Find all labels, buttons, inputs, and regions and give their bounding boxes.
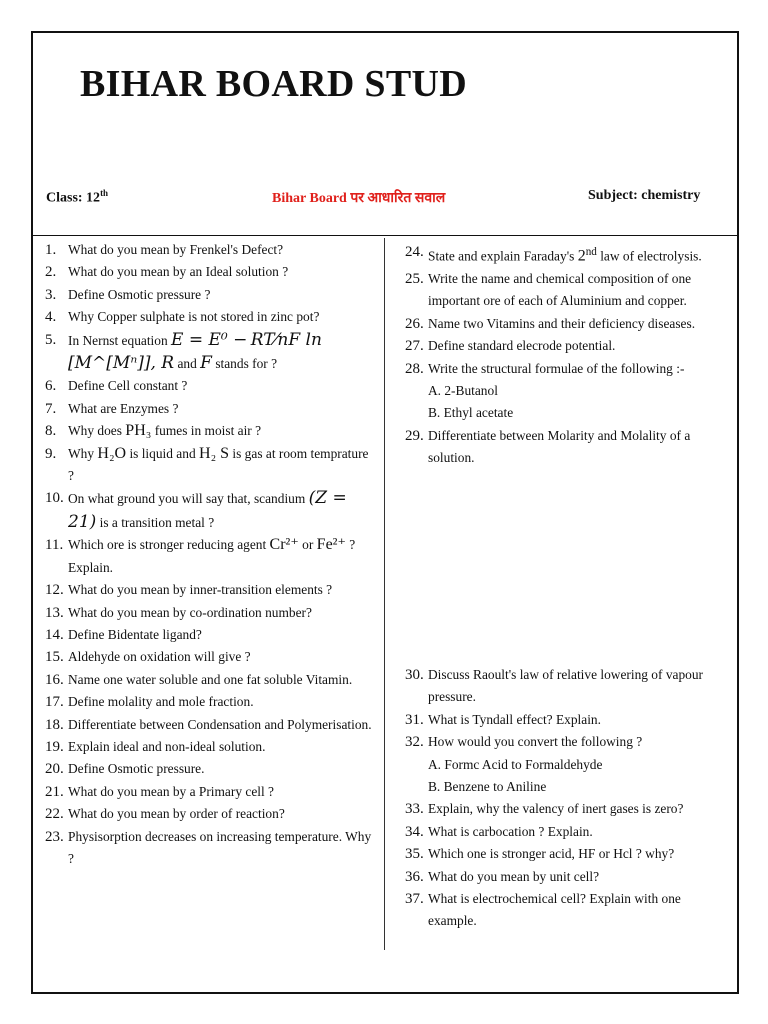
chemical-formula: H₂O	[97, 444, 127, 462]
page-title: BIHAR BOARD STUD	[80, 63, 467, 105]
question-item: 22. What do you mean by order of reaction?	[45, 806, 285, 823]
question-item: 9. Why H₂O is liquid and H₂ S is gas at room temprature ?	[45, 444, 369, 484]
nernst-equation-term: RT⁄nF ln [M^[Mⁿ]], R	[68, 329, 322, 374]
math-expression: (Z = 21)	[68, 488, 347, 532]
question-item: 19. Explain ideal and non-ideal solution.	[45, 738, 266, 755]
question-item: 15. Aldehyde on oxidation will give ?	[45, 649, 251, 666]
nernst-equation: E = E⁰ −	[171, 329, 248, 350]
question-item: 8. Why does PH₃ fumes in moist air ?	[45, 422, 262, 440]
question-item: 5. In Nernst equation E = E⁰ − RT⁄nF ln [M^[Mⁿ]], R and F stands for ?	[45, 329, 322, 374]
question-list-right-top	[405, 241, 725, 470]
question-item: 36. What do you mean by unit cell?	[405, 868, 600, 885]
question-item: 7. What are Enzymes ?	[45, 400, 179, 417]
question-item: 26. Name two Vitamins and their deficiency diseases.	[405, 315, 696, 332]
question-item: 10. On what ground you will say that, scandium (Z = 21) is a transition metal ?	[45, 488, 347, 532]
question-item: 20. Define Osmotic pressure.	[45, 761, 205, 778]
question-item: 11. Which ore is stronger reducing agent Cr²⁺ or Fe²⁺ ? Explain.	[45, 536, 356, 575]
question-item: 18. Differentiate between Condensation and Polymerisation.	[45, 716, 372, 733]
column-divider	[384, 238, 385, 950]
question-list-left	[45, 239, 375, 870]
question-item: 23. Physisorption decreases on increasing temperature. Why ?	[45, 828, 372, 866]
chemical-formula: H₂ S	[199, 444, 230, 462]
question-item: 21. What do you mean by a Primary cell ?	[45, 783, 274, 800]
question-item: 3. Define Osmotic pressure ?	[45, 286, 211, 303]
question-item: 30. Discuss Raoult's law of relative lowering of vapour pressure.	[405, 667, 703, 705]
question-item: 27. Define standard elecrode potential.	[405, 338, 616, 355]
question-item: 1. What do you mean by Frenkel's Defect?	[45, 242, 284, 258]
question-item: 31. What is Tyndall effect? Explain.	[405, 711, 601, 728]
question-item: 33. Explain, why the valency of inert gases is zero?	[405, 801, 684, 818]
sub-question: B. Ethyl acetate	[428, 405, 514, 421]
board-label: Bihar Board पर आधारित सवाल	[272, 191, 446, 206]
question-item: 29. Differentiate between Molarity and Molality of a solution.	[405, 427, 691, 466]
question-item: 14. Define Bidentate ligand?	[45, 626, 202, 643]
question-list-right-bottom	[405, 664, 725, 933]
question-item: 35. Which one is stronger acid, HF or Hcl ? why?	[405, 846, 675, 863]
question-item: 25. Write the name and chemical composition of one important ore of each of Aluminium and copper.	[405, 270, 692, 309]
chemical-formula: Cr²⁺	[269, 536, 299, 554]
header-divider	[33, 235, 737, 236]
class-label: Class: 12th	[46, 188, 109, 206]
sub-question: A. Formc Acid to Formaldehyde	[428, 756, 603, 772]
question-item: 13. What do you mean by co-ordination number?	[45, 604, 312, 621]
question-item: 4. Why Copper sulphate is not stored in zinc pot?	[45, 309, 320, 326]
chemical-formula: PH₃	[125, 422, 152, 440]
sub-question: B. Benzene to Aniline	[428, 779, 547, 795]
question-item: 6. Define Cell constant ?	[45, 378, 188, 395]
question-item: 28. Write the structural formulae of the following :- A. 2-Butanol B. Ethyl acetate	[405, 358, 725, 425]
question-item: 34. What is carbocation ? Explain.	[405, 823, 593, 840]
sub-question: A. 2-Butanol	[428, 382, 498, 398]
subject-label: Subject: chemistry	[588, 188, 701, 203]
question-item: 24. State and explain Faraday's 2nd law of electrolysis.	[405, 244, 702, 265]
question-item: 37. What is electrochemical cell? Explain with one example.	[405, 891, 681, 929]
question-item: 2. What do you mean by an Ideal solution ?	[45, 264, 289, 281]
chemical-formula: Fe²⁺	[316, 536, 346, 554]
question-item: 32. How would you convert the following ? A. Formc Acid to Formaldehyde B. Benzene to Aniline	[405, 731, 725, 798]
question-item: 17. Define molality and mole fraction.	[45, 694, 254, 711]
question-item: 12. What do you mean by inner-transition elements ?	[45, 582, 333, 599]
question-item: 16. Name one water soluble and one fat soluble Vitamin.	[45, 671, 353, 688]
